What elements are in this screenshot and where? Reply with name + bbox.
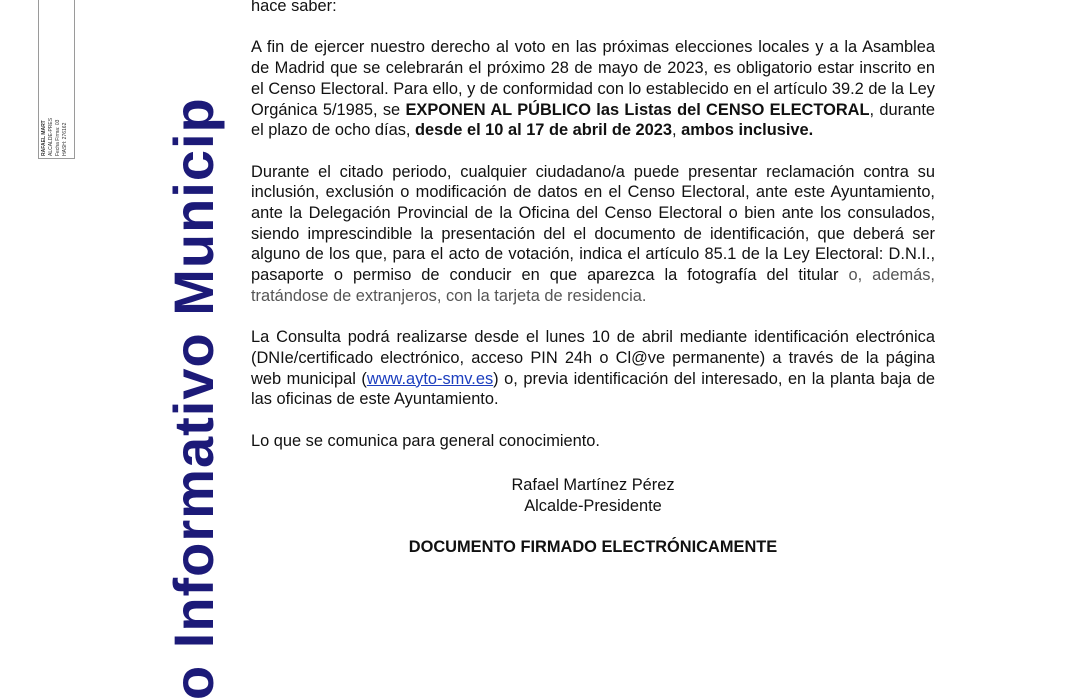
- signer-role: Alcalde-Presidente: [524, 497, 662, 516]
- signature-block: [251, 475, 935, 516]
- paragraph-claims: [251, 162, 935, 307]
- signature-box-text: [41, 1, 69, 156]
- signature-box-line3: Fecha Firma: 03: [55, 119, 61, 156]
- p2-text-a: Durante el citado periodo, cualquier ciudadano/a puede presentar reclamación contra su inclusión, exclusión o modificación de datos en el Censo Electoral, ante este Ayuntamiento, ante la Delegación Provincial de la Oficina del Censo Electoral o bien ante los consulados, siendo imprescindible la presentación del el documento de identificación, que deberá ser alguno de los que, para el acto de votación, indica el artículo 85.1 de la Ley Electoral: D.N.I., pasaporte o permiso de conducir en que aparezca la fotografía del titular: [251, 162, 935, 285]
- document-body: [251, 0, 935, 558]
- paragraph-consultation: [251, 327, 935, 410]
- paragraph-closing: Lo que se comunica para general conocimiento.: [251, 431, 600, 450]
- p1-text-e: ,: [671, 121, 682, 140]
- electronic-signature-stamp: DOCUMENTO FIRMADO ELECTRÓNICAMENTE: [408, 537, 778, 556]
- signer-name: Rafael Martínez Pérez: [511, 476, 675, 495]
- p1-bold-exponen: EXPONEN AL PÚBLICO las Listas del CENSO ELECTORAL: [405, 100, 870, 119]
- p1-text-c: , durante el plazo de ocho días,: [251, 100, 935, 140]
- bulletin-vertical-title: [162, 0, 225, 700]
- intro-line: hace saber:: [251, 0, 337, 15]
- paragraph-exposure: [251, 37, 935, 141]
- municipal-website-link[interactable]: www.ayto-smv.es: [366, 369, 494, 388]
- p2-text-b: o, además, tratándose de extranjeros, con la tarjeta de residencia.: [251, 266, 935, 305]
- signature-box-line1: RAFAEL MART: [41, 120, 47, 156]
- signature-box-line4: HASH: 276162: [62, 122, 68, 156]
- signature-box-line2: ALCALDE-PRES: [48, 117, 54, 156]
- p1-bold-inclusive: ambos inclusive.: [681, 121, 814, 140]
- bulletin-title-text: o Informativo Municip: [162, 97, 225, 700]
- signature-box: [38, 0, 75, 159]
- p3-text-a: La Consulta podrá realizarse desde el lunes 10 de abril mediante identificación electrónica (DNIe/certificado electrónico, acceso PIN 24h o Cl@ve permanente) a través de la página web municipal (: [251, 328, 935, 388]
- p3-text-b: ) o, previa identificación del interesado, en la planta baja de las oficinas de este Ayuntamiento.: [251, 369, 935, 409]
- p1-text-a: A fin de ejercer nuestro derecho al voto en las próximas elecciones locales y a la Asamblea de Madrid que se celebrarán el próximo 28 de mayo de 2023, es obligatorio estar inscrito en el Censo Electoral. Para ello, y de conformidad con lo establecido en el artículo 39.2 de la Ley Orgánica 5/1985, se: [251, 38, 935, 119]
- p1-bold-dates: desde el 10 al 17 de abril de 2023: [415, 121, 672, 140]
